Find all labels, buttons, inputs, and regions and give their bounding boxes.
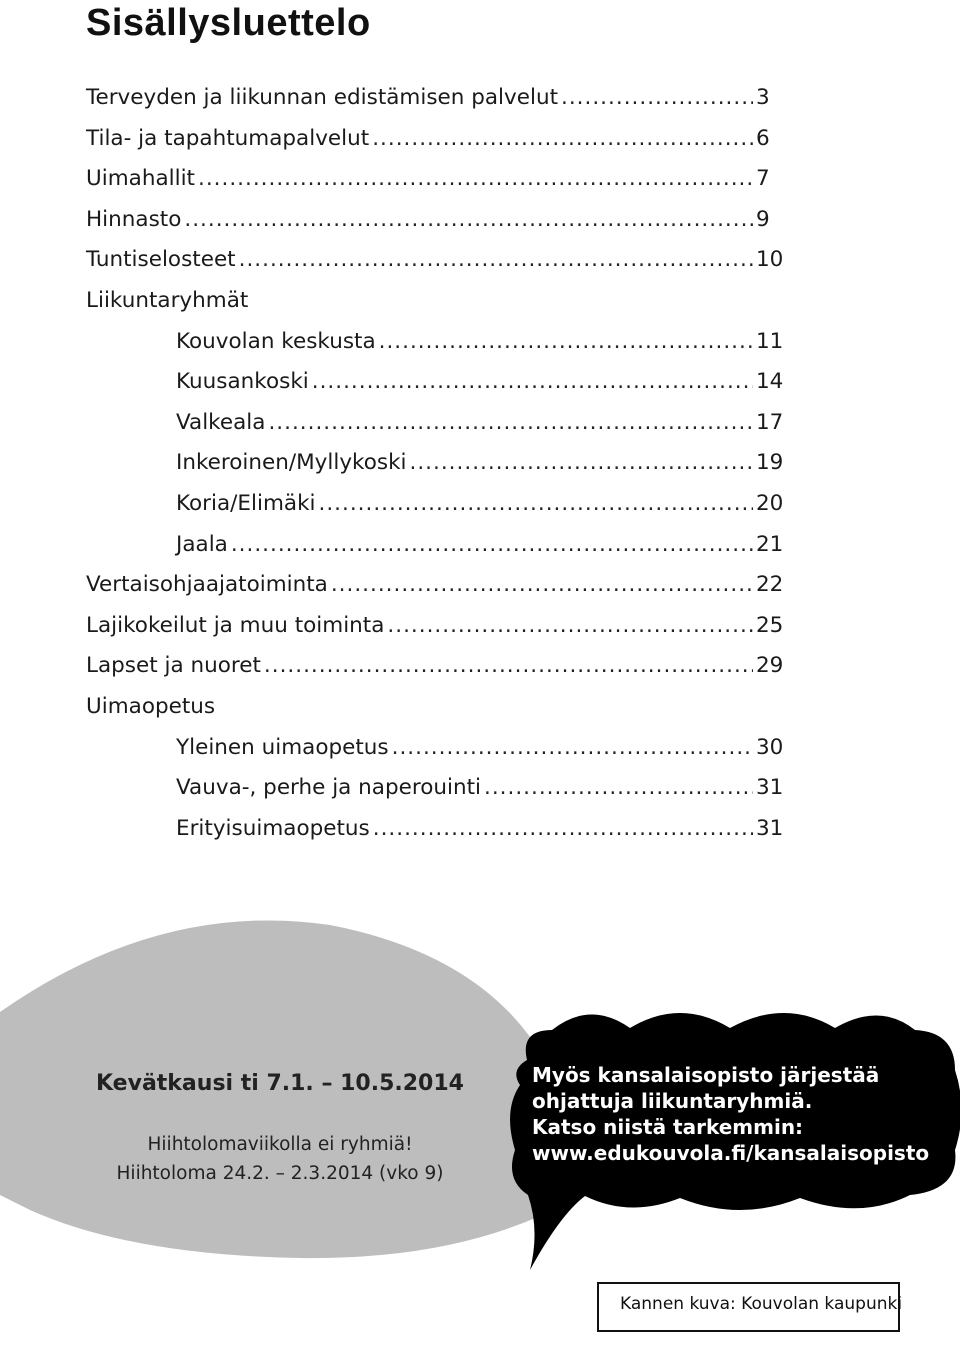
toc-entry-page: 30 xyxy=(756,734,784,760)
toc-entry-page: 31 xyxy=(756,815,784,841)
toc-entry-label: Lajikokeilut ja muu toiminta xyxy=(86,612,385,638)
toc-entry-label: Inkeroinen/Myllykoski xyxy=(176,450,407,476)
toc-entry-page: 3 xyxy=(756,85,770,110)
toc-entry-label: Erityisuimaopetus xyxy=(176,815,370,841)
photo-credit: Kannen kuva: Kouvolan kaupunki xyxy=(620,1294,903,1314)
holiday-week-notice: Hiihtolomaviikolla ei ryhmiä! xyxy=(147,1134,413,1155)
toc-entry-label: Koria/Elimäki xyxy=(176,490,316,516)
toc-entry-label: Vertaisohjaajatoiminta xyxy=(86,572,328,598)
toc-entry-page: 6 xyxy=(756,125,770,151)
toc-entry-page: 17 xyxy=(756,409,784,435)
toc-entry-label: Vauva-, perhe ja naperouinti xyxy=(176,775,481,801)
toc-entry-label: Kouvolan keskusta xyxy=(176,328,376,354)
toc-entry-page: 11 xyxy=(756,328,784,354)
toc-entry-label: Lapset ja nuoret xyxy=(86,653,261,679)
season-dates: Kevätkausi ti 7.1. – 10.5.2014 xyxy=(96,1071,464,1096)
toc-entry-page: 14 xyxy=(756,369,784,395)
toc-entry-page: 25 xyxy=(756,612,784,638)
toc-entry-page: 7 xyxy=(756,166,770,192)
toc-entry-label: Kuusankoski xyxy=(176,369,309,395)
toc-entry-label: Uimaopetus xyxy=(86,693,216,719)
page-title: Sisällysluettelo xyxy=(86,2,371,44)
toc-entry-page: 19 xyxy=(756,450,784,476)
toc-entry-page: 21 xyxy=(756,531,784,557)
toc-entry-label: Yleinen uimaopetus xyxy=(176,734,389,760)
adult-education-notice xyxy=(532,1062,952,1166)
toc-entry-page: 20 xyxy=(756,490,784,516)
toc-entry-label: Liikuntaryhmät xyxy=(86,287,249,313)
notice-line: Katso niistä tarkemmin: xyxy=(532,1115,804,1139)
toc-entry-label: Tila- ja tapahtumapalvelut xyxy=(86,125,370,151)
toc-entry-page: 31 xyxy=(756,775,784,801)
notice-line: Myös kansalaisopisto järjestää xyxy=(532,1063,880,1087)
toc-entry-label: Hinnasto xyxy=(86,206,182,232)
toc-entry-label: Uimahallit xyxy=(86,166,195,192)
holiday-dates: Hiihtoloma 24.2. – 2.3.2014 (vko 9) xyxy=(116,1163,444,1184)
toc-entry-label: Tuntiselosteet xyxy=(86,247,236,273)
notice-url: www.edukouvola.fi/kansalaisopisto xyxy=(532,1141,930,1165)
toc-entry-label: Valkeala xyxy=(176,409,266,435)
toc-entry-page: 10 xyxy=(756,247,784,273)
toc-entry-label: Jaala xyxy=(176,531,228,557)
toc-entry-label: Terveyden ja liikunnan edistämisen palvelut xyxy=(86,85,559,110)
notice-line: ohjattuja liikuntaryhmiä. xyxy=(532,1089,813,1113)
toc-entry-page: 9 xyxy=(756,206,770,232)
toc-entry-page: 29 xyxy=(756,653,784,679)
toc-entry-page: 22 xyxy=(756,572,784,598)
